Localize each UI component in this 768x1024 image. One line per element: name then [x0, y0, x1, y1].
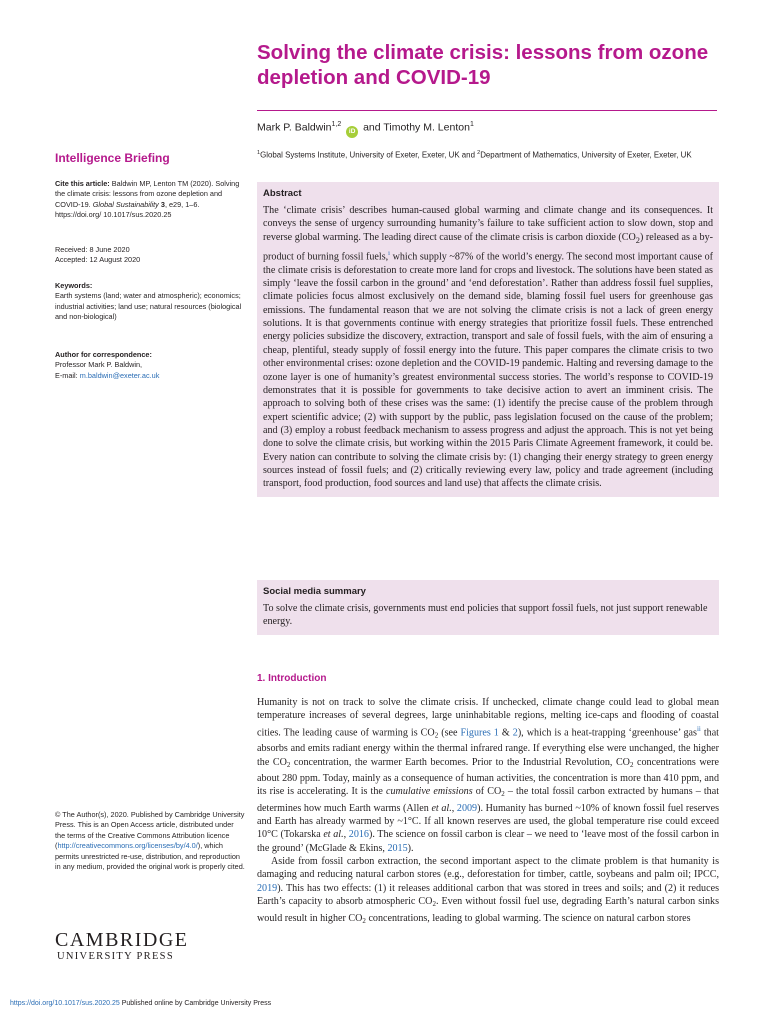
text-run: ). This has two effects: (1) it releases additional carbon that was stored in trees and soils; and (2) it reduces Earth’s capacity to absorb atmospheric CO [257, 882, 719, 908]
received-date: Received: 8 June 2020 [55, 245, 130, 254]
license-block [55, 810, 245, 872]
doi-link[interactable]: https://doi.org/10.1017/sus.2020.25 [10, 1000, 120, 1007]
cite-doi: , e29, 1–6. https://doi.org/ 10.1017/sus.2020.25 [55, 199, 200, 220]
citation-block [55, 179, 245, 221]
author-baldwin: Mark P. Baldwin [257, 121, 332, 134]
affil-marker-1: 1 [257, 150, 261, 156]
correspondence-label: Author for correspondence: [55, 350, 152, 359]
cite-journal: Global Sustainability [92, 199, 159, 209]
text-run: Aside from fossil carbon extraction, the second important aspect to the climate problem is that humanity is damaging and reducing natural carbon stores (e.g., deforestation for timber, cattle, soybeans and palm oil; IPCC, [257, 856, 719, 881]
correspondence-name: Professor Mark P. Baldwin, [55, 360, 143, 370]
text-run: concentrations were about 280 ppm. Today, mainly as a consequence of human activities, the concentration is more than 410 ppm, and its rise is accelerating. It is the [257, 756, 719, 798]
text-run: (see [438, 727, 461, 739]
text-run: . Even without fossil fuel use, degrading Earth’s natural carbon sinks would result in higher CO [257, 896, 719, 924]
abstract-heading: Abstract [263, 188, 302, 199]
cite-text: Baldwin MP, Lenton TM (2020). Solving the climate crisis: lessons from ozone depletion and COVID-19. [55, 179, 240, 209]
text-run: ). Humanity has burned ~10% of known fossil fuel reserves and Earth has already warmed by ~1°C. If all known reserves are used, the global temperature rise could exceed 10°C (Tokarska [257, 802, 719, 841]
subscript: 2 [286, 760, 291, 769]
cambridge-logo: CAMBRIDGE [55, 929, 189, 951]
section-label: Intelligence Briefing [55, 151, 170, 165]
reference-link[interactable]: 2016 [348, 829, 369, 841]
title-rule [257, 110, 717, 111]
paragraph [257, 696, 719, 855]
affiliations [257, 148, 719, 161]
cite-volume: 3 [160, 199, 165, 209]
figure-link[interactable]: Figures 1 [460, 727, 499, 739]
reference-link[interactable]: 2015 [387, 842, 408, 854]
figure-link[interactable]: 2 [512, 727, 518, 739]
subscript: 2 [629, 760, 634, 769]
license-text-end: ), which permits unrestricted re-use, distribution, and reproduction in any medium, provided the original work is properly cited. [55, 841, 245, 872]
affil-text-2: Department of Mathematics, University of Exeter, Exeter, UK [480, 150, 692, 160]
author-conjunction: and [363, 121, 381, 134]
affil-marker-2: 2 [477, 150, 481, 156]
page-footer [10, 1000, 271, 1007]
text-run: ). The science on fossil carbon is clear – we need to ‘leave most of the fossil carbon in the ground’ (McGlade & Ekins, [257, 829, 720, 854]
keywords-block [55, 281, 245, 323]
article-title: Solving the climate crisis: lessons from ozone depletion and COVID-19 [257, 41, 709, 89]
abstract-part: The ‘climate crisis’ describes human-caused global warming and climate change and its consequences. It conveys the sense of urgency surrounding humanity’s failure to take sufficient action to slow down, stop and reverse global warming. The leading direct cause of the climate crisis is carbon dioxide (CO [263, 205, 713, 243]
keywords-label: Keywords: [55, 281, 93, 290]
correspondence-block [55, 350, 245, 381]
keywords-text: Earth systems (land; water and atmospheric); economics; industrial activities; land use; natural resources (biological and non-biological) [55, 291, 242, 322]
social-summary-heading: Social media summary [263, 586, 366, 597]
text-run: – the total fossil carbon extracted by humans – that determines how much Earth warms (Allen [257, 786, 719, 814]
social-summary-text: To solve the climate crisis, governments must end policies that support fossil fuels, not just support renewable energy. [263, 603, 708, 628]
text-run: ). [407, 842, 414, 854]
subscript: 2 [434, 731, 439, 740]
social-summary-box [257, 580, 719, 635]
footnote-ref[interactable]: i [388, 250, 390, 258]
text-run: concentration, the warmer Earth becomes. Prior to the Industrial Revolution, CO [290, 756, 630, 768]
abstract-part: ) released as a by-product of burning fossil fuels, [263, 231, 713, 263]
footer-text: Published online by Cambridge University Press [119, 1000, 272, 1007]
reference-link[interactable]: 2019 [257, 882, 278, 894]
orcid-icon[interactable]: iD [346, 126, 358, 138]
license-text: © The Author(s), 2020. Published by Cambridge University Press. This is an Open Access article, distributed under the terms of the Creative Commons Attribution licence ( [55, 810, 245, 851]
paragraph [257, 855, 719, 928]
affil-text-1: Global Systems Institute, University of Exeter, Exeter, UK and [260, 150, 478, 160]
text-run: that absorbs and emits radiant energy within the thermal infrared range. If everything else were unchanged, the higher the CO [257, 727, 719, 768]
email-label: E-mail: [55, 370, 78, 380]
license-link[interactable]: http://creativecommons.org/licenses/by/4.0/ [57, 841, 198, 851]
subscript: 2 [432, 900, 436, 909]
introduction-body [257, 696, 719, 928]
author-lenton-affil: 1 [469, 121, 474, 128]
cite-label: Cite this article: [55, 179, 110, 188]
author-line [257, 118, 717, 138]
text-run: et al. [431, 802, 452, 814]
abstract-box [257, 182, 719, 497]
subscript: 2 [501, 790, 505, 799]
accepted-date: Accepted: 12 August 2020 [55, 255, 141, 265]
text-run: & [498, 727, 513, 739]
cambridge-logo-subtitle: UNIVERSITY PRESS [57, 951, 174, 962]
text-run: , [343, 829, 349, 841]
abstract-text [263, 204, 713, 491]
abstract-part: which supply ~87% of the world’s energy. The second most important cause of the climate crisis is deforestation to create more land for crops and livestock. The solutions have been stated as simply ‘leave the fossil carbon in the ground’ and ‘end deforestation’. Rather than address fossil fuel supplies, climate policies focus almost exclusively on the demand side, blaming fossil fuel users for greenhouse gas emissions. The fundamental reason that we are not solving the climate crisis is not a lack of green energy solutions. It is that governments continue with energy strategies that prioritize fossil fuels. These entrenched energy policies subsidize the discovery, extraction, transport and sale of fossil fuels, with the aim of ensuring a cheap, plentiful, steady supply of fossil energy into the future. This paper compares the climate crisis to two other environmental crises: ozone depletion and the COVID-19 pandemic. Halting and reversing damage to the ozone layer is one of humanity’s greatest environmental success stories. The world’s response to COVID-19 demonstrates that it is possible for governments to take decisive action to avert an imminent crisis. The approach to solving both of these crises was the same: (1) identify the precise cause of the problem through expert scientific advice; (2) with support by the public, pass legislation focused on the cause of the problem; and (3) employ a robust feedback mechanism to assess progress and adjust the approach. This is not yet being done to solve the climate crisis, but working within the 2015 Paris Climate Agreement framework, it could be. Every nation can contribute to solving the climate crisis by: (1) changing their energy strategy to green energy sources instead of fossil fuels; and (2) critically reviewing every law, policy and trade agreement (including transport, food production, food sources and land use) that affects the climate crisis. [263, 251, 713, 490]
text-run: Humanity is not on track to solve the climate crisis. If unchecked, climate change could lead to global mean temperature increases of several degrees, large uninhabitable regions, melting ice-caps and flooding of coastal cities. The leading cause of warming is CO [257, 697, 719, 739]
email-link[interactable]: m.baldwin@exeter.ac.uk [79, 370, 160, 380]
subscript: 2 [635, 235, 640, 245]
dates-block [55, 245, 245, 266]
reference-link[interactable]: 2009 [456, 802, 478, 814]
text-run: ), which is a heat-trapping ‘greenhouse’ gas [517, 727, 697, 739]
text-run: concentrations, leading to global warming. The science on natural carbon stores [365, 912, 691, 924]
author-lenton: Timothy M. Lenton [383, 121, 470, 134]
section-heading-introduction: 1. Introduction [257, 673, 327, 684]
author-baldwin-affil: 1,2 [331, 121, 342, 128]
text-run: of CO [472, 786, 502, 798]
footnote-ref[interactable]: ii [696, 724, 701, 733]
text-run: et al. [323, 829, 344, 841]
text-run: cumulative emissions [386, 786, 473, 798]
text-run: , [451, 802, 457, 814]
subscript: 2 [362, 916, 366, 925]
